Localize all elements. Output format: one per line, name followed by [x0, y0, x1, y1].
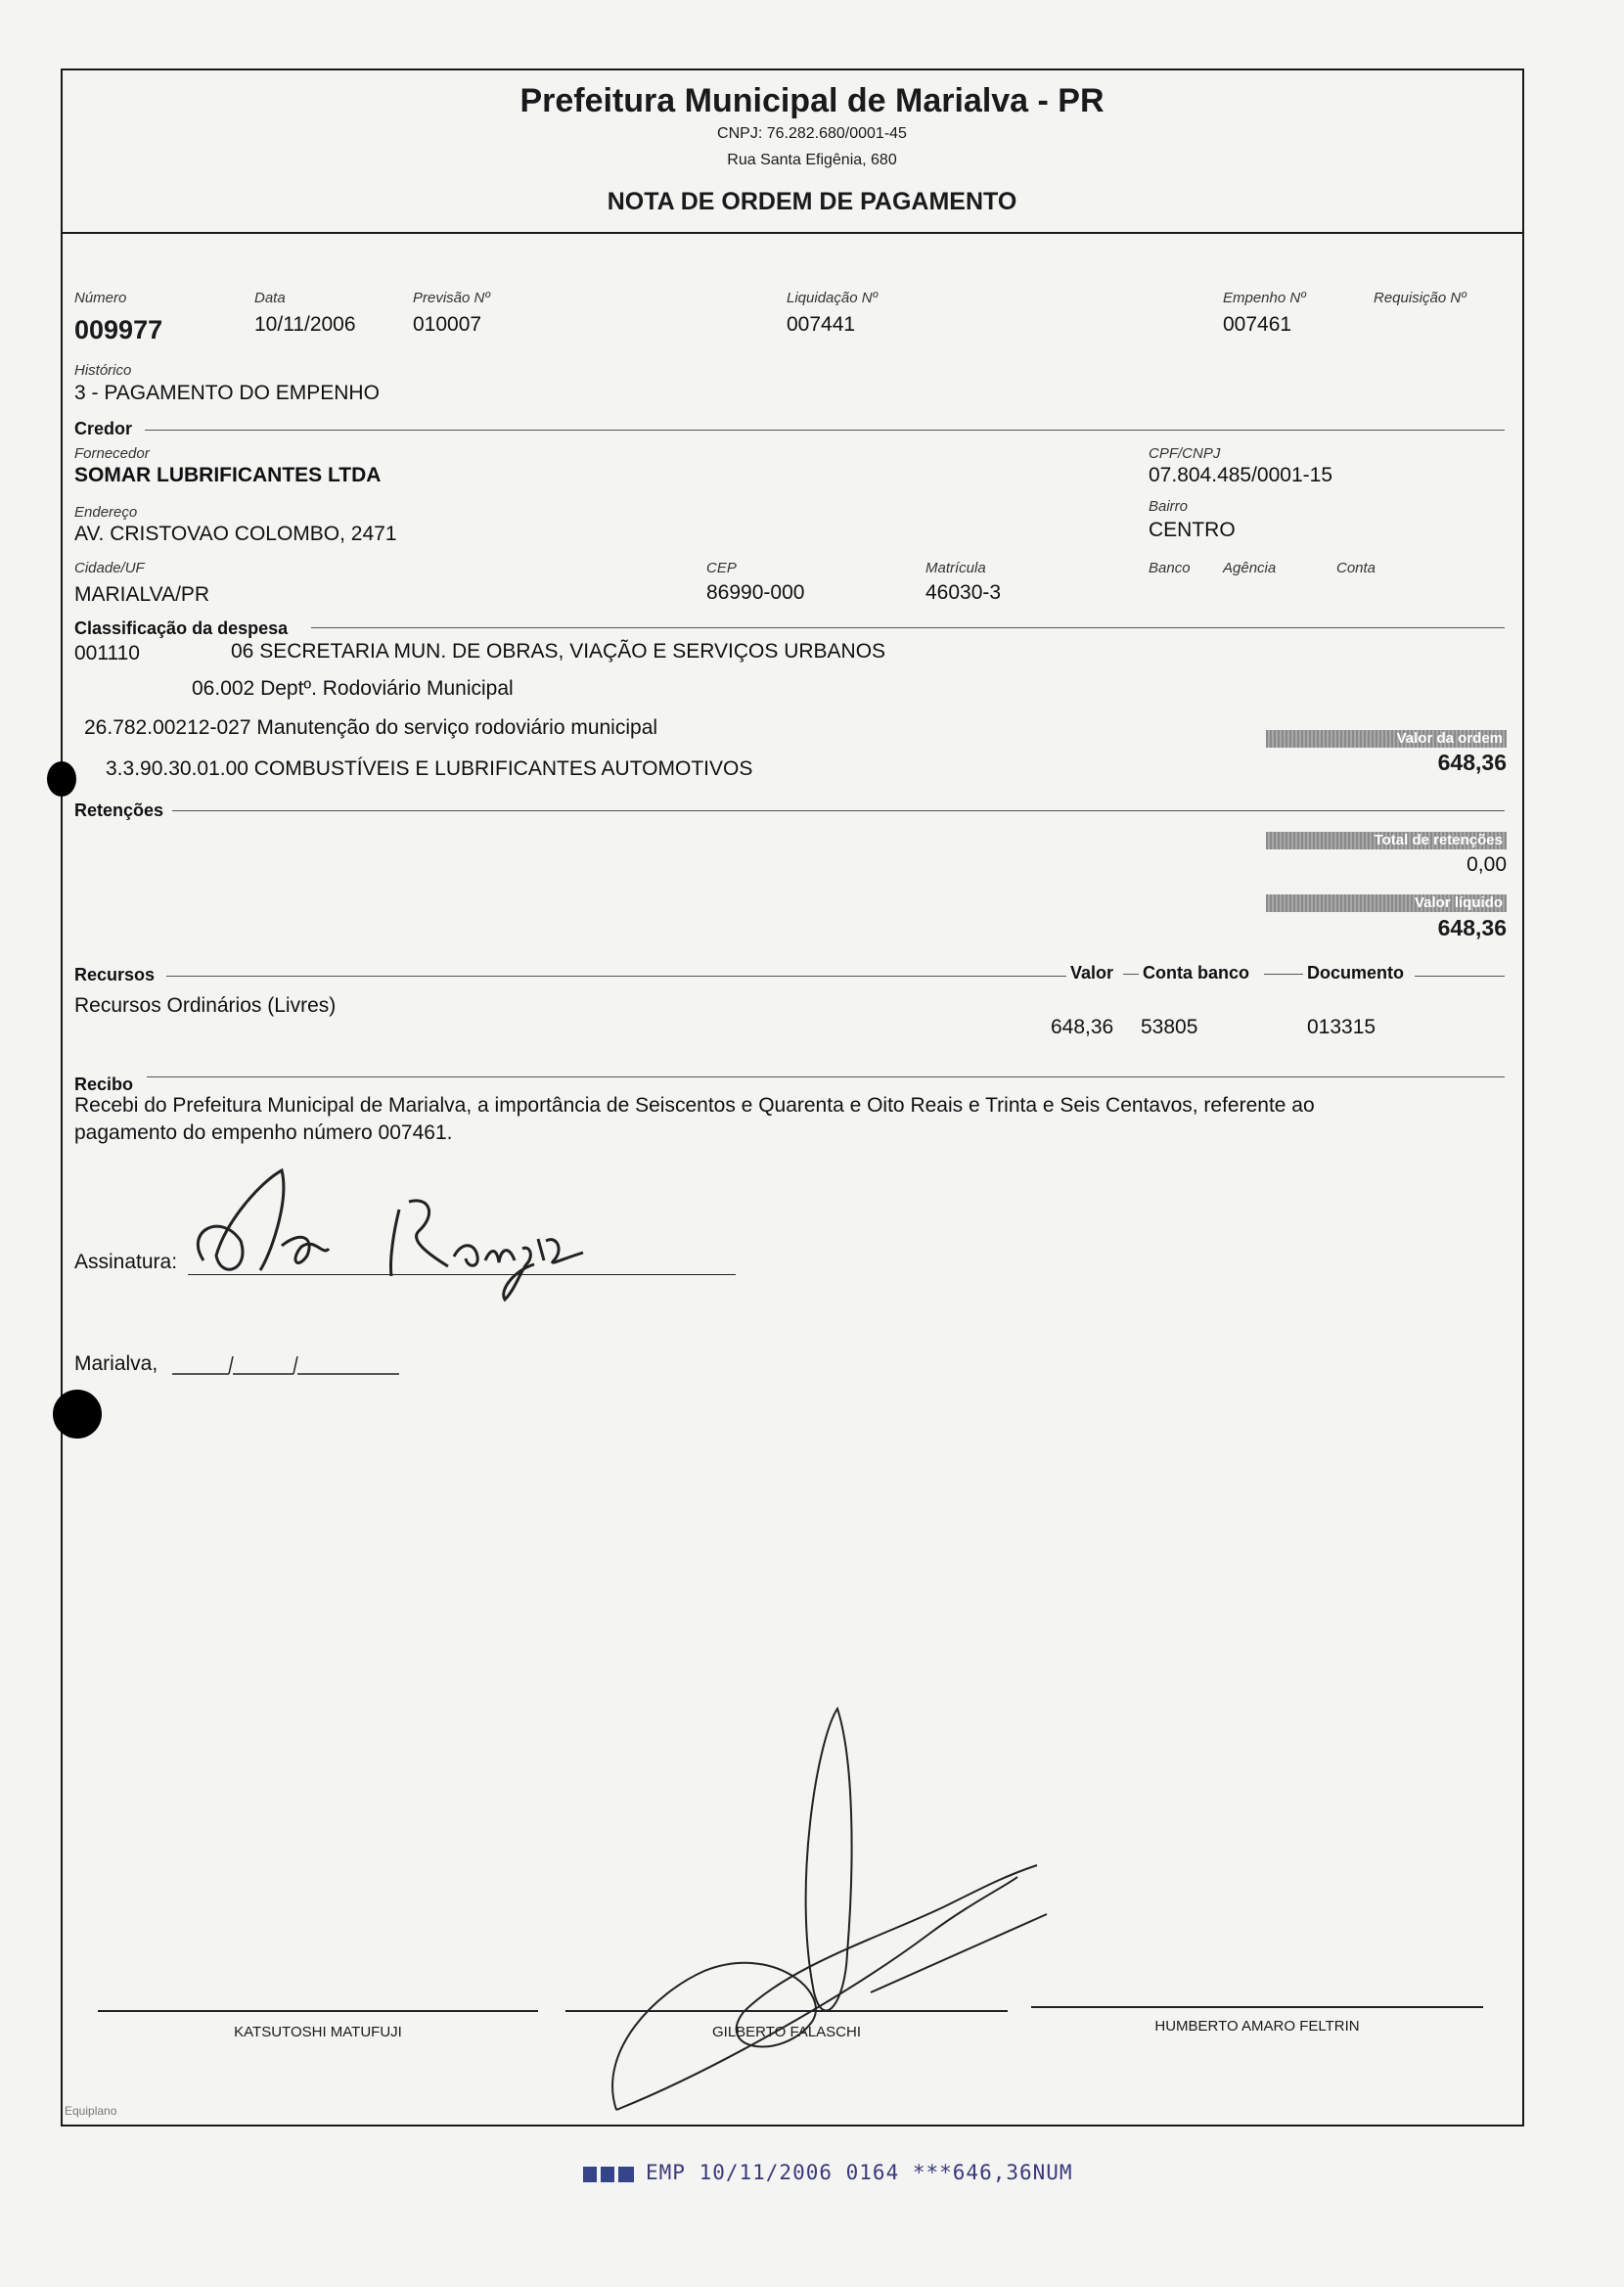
credor-divider: [145, 430, 1505, 431]
valor-ordem-value: 648,36: [1437, 750, 1507, 775]
valor-ordem-label: Valor da ordem: [1266, 730, 1507, 748]
address-text: Rua Santa Efigênia, 680: [727, 152, 897, 168]
cpf-value: 07.804.485/0001-15: [1149, 464, 1333, 486]
matricula-label: Matrícula: [925, 560, 986, 576]
matricula-value: 46030-3: [925, 581, 1002, 604]
valor-liquido-label: Valor líquido: [1266, 894, 1507, 912]
recursos-header-dash: [1264, 974, 1303, 975]
departamento-text: 06.002 Deptº. Rodoviário Municipal: [192, 677, 514, 700]
signatory-name-3: HUMBERTO AMARO FELTRIN: [1154, 2018, 1360, 2035]
signatory-name-2: GILBERTO FALASCHI: [712, 2024, 861, 2040]
bairro-value: CENTRO: [1149, 519, 1236, 541]
secretaria-text: 06 SECRETARIA MUN. DE OBRAS, VIAÇÃO E SERVIÇOS URBANOS: [231, 640, 886, 663]
recibo-divider: [147, 1076, 1505, 1077]
bank-logo-icon: [583, 2163, 638, 2186]
assinatura-label: Assinatura:: [74, 1251, 178, 1273]
numero-label: Número: [74, 290, 127, 306]
liquidacao-value: 007441: [787, 313, 856, 336]
numero-value: 009977: [74, 315, 163, 344]
recibo-text-line1: Recebi do Prefeitura Municipal de Marialva, a importância de Seiscentos e Quarenta e Oito Reais e Trinta e Seis Centavos, referente ao: [74, 1094, 1315, 1117]
cep-value: 86990-000: [706, 581, 805, 604]
recursos-conta-header: Conta banco: [1143, 963, 1250, 983]
liquidacao-label: Liquidação Nº: [787, 290, 879, 306]
local-label: Marialva,: [74, 1352, 158, 1375]
empenho-label: Empenho Nº: [1223, 290, 1306, 306]
classificacao-section-title: Classificação da despesa: [74, 618, 289, 638]
date-blank-lines: [172, 1350, 407, 1376]
document-title: NOTA DE ORDEM DE PAGAMENTO: [607, 188, 1017, 215]
empenho-value: 007461: [1223, 313, 1292, 336]
cep-label: CEP: [706, 560, 737, 576]
previsao-label: Previsão Nº: [413, 290, 490, 306]
data-value: 10/11/2006: [254, 313, 356, 336]
valor-liquido-value: 648,36: [1437, 915, 1507, 940]
retencoes-section-title: Retenções: [74, 800, 164, 820]
conta-label: Conta: [1336, 560, 1376, 576]
recibo-section-title: Recibo: [74, 1075, 134, 1094]
authentication-stamp: EMP 10/11/2006 0164 ***646,36NUM: [646, 2161, 1073, 2184]
programa-text: 26.782.00212-027 Manutenção do serviço rodoviário municipal: [84, 716, 658, 739]
cpf-label: CPF/CNPJ: [1149, 445, 1221, 462]
total-retencoes-label: Total de retenções: [1266, 832, 1507, 849]
elemento-text: 3.3.90.30.01.00 COMBUSTÍVEIS E LUBRIFICANTES AUTOMOTIVOS: [106, 757, 753, 780]
historico-value: 3 - PAGAMENTO DO EMPENHO: [74, 382, 380, 404]
recursos-divider: [166, 976, 1066, 977]
signature-line-3: [1031, 2006, 1483, 2008]
fornecedor-value: SOMAR LUBRIFICANTES LTDA: [74, 464, 382, 486]
recursos-valor-header: Valor: [1070, 963, 1114, 983]
cidade-label: Cidade/UF: [74, 560, 145, 576]
punch-hole: [53, 1390, 102, 1439]
banco-label: Banco: [1149, 560, 1191, 576]
cnpj-text: CNPJ: 76.282.680/0001-45: [717, 125, 907, 142]
recursos-documento: 013315: [1307, 1016, 1376, 1038]
signatory-name-1: KATSUTOSHI MATUFUJI: [234, 2024, 402, 2040]
header-divider: [61, 232, 1522, 234]
classificacao-divider: [311, 627, 1505, 628]
classificacao-code: 001110: [74, 642, 140, 664]
recursos-descricao: Recursos Ordinários (Livres): [74, 994, 337, 1017]
historico-label: Histórico: [74, 362, 132, 379]
gilberto-signature: [597, 1699, 1057, 2120]
recursos-header-dash: [1415, 976, 1505, 977]
recipient-signature: [192, 1163, 612, 1309]
agencia-label: Agência: [1223, 560, 1277, 576]
credor-section-title: Credor: [74, 419, 133, 438]
total-retencoes-value: 0,00: [1466, 853, 1507, 876]
recursos-documento-header: Documento: [1307, 963, 1404, 983]
fornecedor-label: Fornecedor: [74, 445, 150, 462]
software-label: Equiplano: [65, 2104, 117, 2118]
recibo-text-line2: pagamento do empenho número 007461.: [74, 1121, 453, 1144]
signature-line-1: [98, 2010, 538, 2012]
retencoes-divider: [172, 810, 1505, 811]
endereco-label: Endereço: [74, 504, 138, 521]
recursos-conta: 53805: [1141, 1016, 1198, 1038]
requisicao-label: Requisição Nº: [1374, 290, 1466, 306]
cidade-value: MARIALVA/PR: [74, 583, 210, 606]
bairro-label: Bairro: [1149, 498, 1189, 515]
endereco-value: AV. CRISTOVAO COLOMBO, 2471: [74, 523, 397, 545]
punch-hole: [47, 761, 76, 797]
previsao-value: 010007: [413, 313, 482, 336]
page-title: Prefeitura Municipal de Marialva - PR: [519, 82, 1105, 119]
data-label: Data: [254, 290, 286, 306]
recursos-valor: 648,36: [1051, 1016, 1114, 1038]
recursos-header-dash: [1123, 974, 1139, 975]
recursos-section-title: Recursos: [74, 965, 156, 984]
